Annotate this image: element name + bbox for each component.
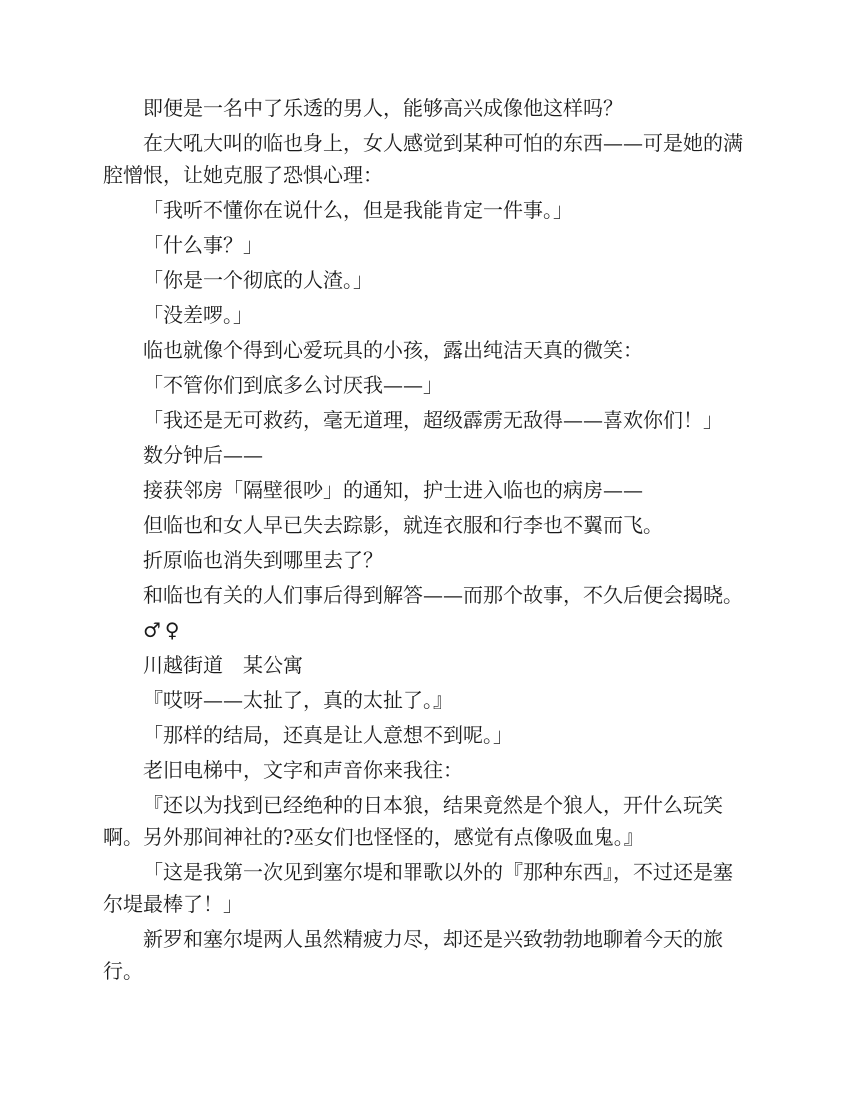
section-break-symbols: ♂♀ [143, 618, 184, 642]
dialogue-line: 「那样的结局，还真是让人意想不到呢。」 [143, 723, 513, 747]
dialogue-line: 「不管你们到底多么讨厌我——」 [143, 373, 443, 397]
paragraph: 折原临也消失到哪里去了？ [143, 548, 383, 572]
dialogue-line: 「没差啰。」 [143, 303, 253, 327]
scene-heading: 川越街道 某公寓 [143, 653, 303, 677]
dialogue-line: 「你是一个彻底的人渣。」 [143, 268, 373, 292]
paragraph: 老旧电梯中，文字和声音你来我往： [143, 758, 463, 782]
dialogue-line: 『哎呀——太扯了，真的太扯了。』 [143, 688, 453, 712]
document-page [103, 92, 747, 990]
paragraph: 数分钟后—— [143, 443, 263, 467]
paragraph: 新罗和塞尔堤两人虽然精疲力尽，却还是兴致勃勃地聊着今天的旅行。 [103, 927, 723, 983]
dialogue-line: 「什么事？」 [143, 233, 263, 257]
paragraph: 在大吼大叫的临也身上，女人感觉到某种可怕的东西——可是她的满腔憎恨，让她克服了恐惧心理： [103, 131, 743, 187]
dialogue-line: 「我听不懂你在说什么，但是我能肯定一件事。」 [143, 198, 573, 222]
dialogue-line: 『还以为找到已经绝种的日本狼，结果竟然是个狼人，开什么玩笑啊。另外那间神社的?巫女们也怪怪的，感觉有点像吸血鬼。』 [103, 793, 723, 849]
paragraph: 和临也有关的人们事后得到解答——而那个故事，不久后便会揭晓。 [143, 583, 743, 607]
paragraph: 临也就像个得到心爱玩具的小孩，露出纯洁天真的微笑： [143, 338, 643, 362]
paragraph: 接获邻房「隔壁很吵」的通知，护士进入临也的病房—— [143, 478, 643, 502]
paragraph: 但临也和女人早已失去踪影，就连衣服和行李也不翼而飞。 [143, 513, 663, 537]
paragraph: 即便是一名中了乐透的男人，能够高兴成像他这样吗？ [143, 96, 623, 120]
dialogue-line: 「这是我第一次见到塞尔堤和罪歌以外的『那种东西』，不过还是塞尔堤最棒了！」 [103, 860, 733, 916]
dialogue-line: 「我还是无可救药，毫无道理，超级霹雳无敌得——喜欢你们！」 [143, 408, 723, 432]
